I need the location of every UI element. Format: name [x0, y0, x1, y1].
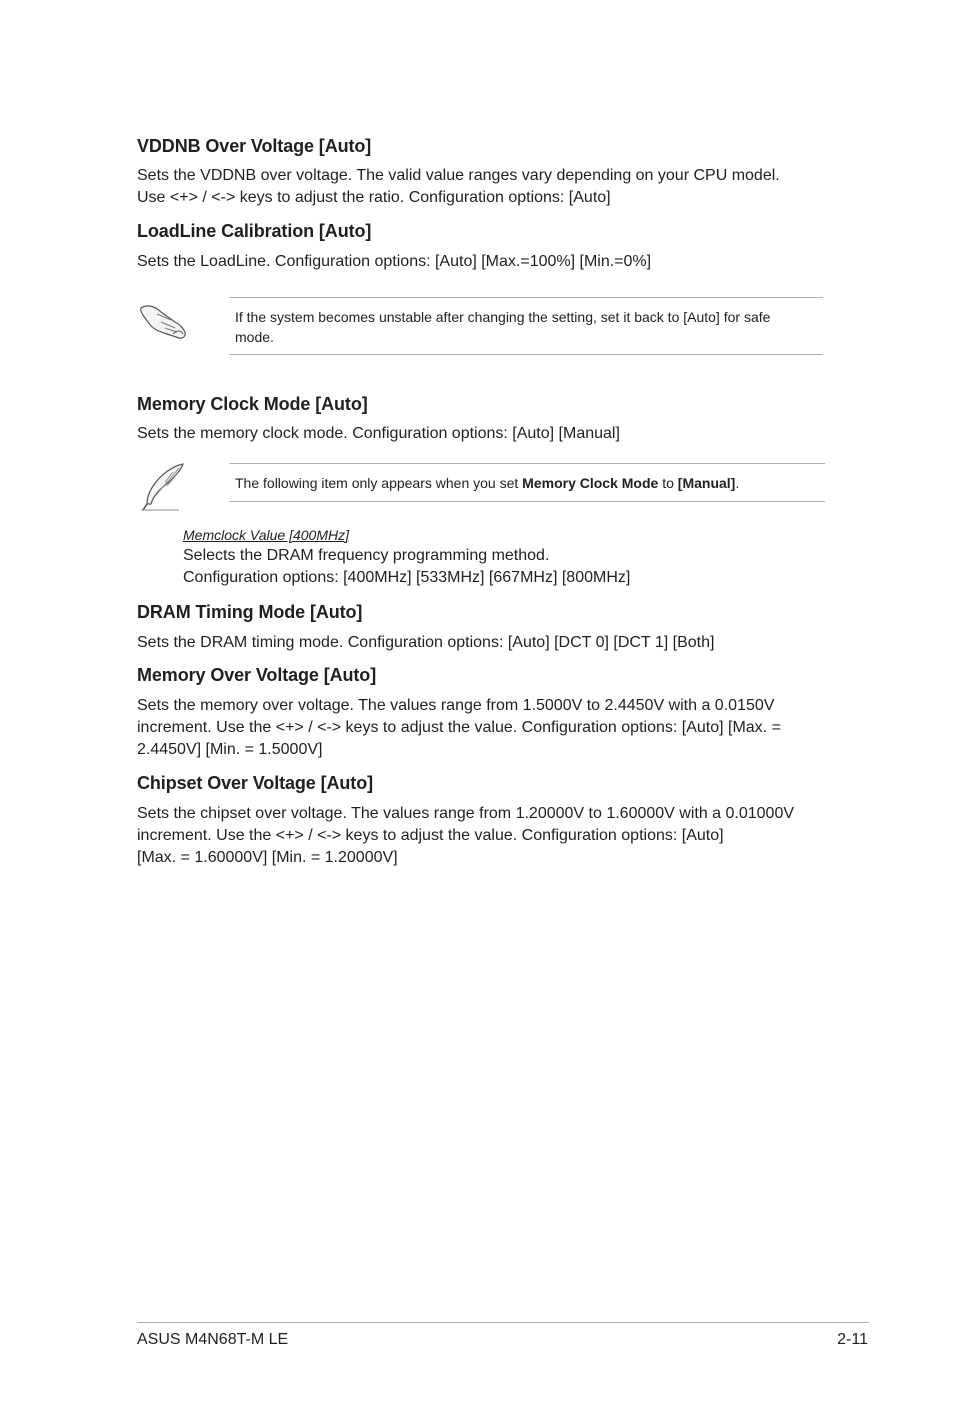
- section-title-chipset-over-voltage: Chipset Over Voltage [Auto]: [137, 773, 373, 793]
- note-mid: to: [658, 475, 678, 491]
- note-text-manual: [235, 473, 739, 493]
- note-line: If the system becomes unstable after changing the setting, set it back to [Auto] for safe: [235, 309, 771, 325]
- note-bold-memory-clock-mode: Memory Clock Mode: [522, 475, 659, 491]
- footer-page-number: 2-11: [837, 1331, 868, 1348]
- body-line: Sets the DRAM timing mode. Configuration options: [Auto] [DCT 0] [DCT 1] [Both]: [137, 634, 715, 651]
- footer-divider: [137, 1322, 869, 1323]
- note-box-manual: [229, 463, 825, 502]
- body-line: Configuration options: [400MHz] [533MHz] [667MHz] [800MHz]: [183, 569, 631, 586]
- section-body-memory-clock-mode: [137, 423, 620, 445]
- note-box-unstable: [229, 297, 823, 355]
- sub-title-memclock-value: Memclock Value [400MHz]: [183, 527, 349, 543]
- sub-item-memclock-value: [183, 526, 349, 544]
- hand-pointing-icon: [137, 300, 189, 347]
- section-title-vddnb: VDDNB Over Voltage [Auto]: [137, 136, 372, 156]
- sub-body-memclock-value: [183, 545, 630, 589]
- section-title-dram-timing-mode: DRAM Timing Mode [Auto]: [137, 602, 363, 622]
- note-suffix: .: [735, 475, 740, 491]
- section-title-loadline: LoadLine Calibration [Auto]: [137, 221, 372, 241]
- body-line: Sets the memory over voltage. The values range from 1.5000V to 2.4450V with a 0.0150V: [137, 697, 775, 714]
- section-body-memory-over-voltage: [137, 695, 781, 761]
- body-line: Selects the DRAM frequency programming method.: [183, 547, 550, 564]
- body-line: Use <+> / <-> keys to adjust the ratio. Configuration options: [Auto]: [137, 189, 611, 206]
- section-body-loadline: [137, 251, 651, 273]
- body-line: 2.4450V] [Min. = 1.5000V]: [137, 741, 323, 758]
- body-line: [Max. = 1.60000V] [Min. = 1.20000V]: [137, 849, 398, 866]
- note-bold-manual: [Manual]: [677, 475, 736, 491]
- body-line: Sets the chipset over voltage. The values range from 1.20000V to 1.60000V with a 0.01000V: [137, 805, 795, 822]
- note-prefix: The following item only appears when you set: [235, 475, 523, 491]
- section-body-chipset-over-voltage: [137, 803, 794, 869]
- body-line: Sets the VDDNB over voltage. The valid value ranges vary depending on your CPU model.: [137, 167, 780, 184]
- note-text-unstable: [235, 307, 770, 347]
- body-line: Sets the LoadLine. Configuration options: [Auto] [Max.=100%] [Min.=0%]: [137, 253, 652, 270]
- note-line: mode.: [235, 329, 274, 345]
- body-line: increment. Use the <+> / <-> keys to adjust the value. Configuration options: [Auto]: [137, 827, 724, 844]
- body-line: Sets the memory clock mode. Configuration options: [Auto] [Manual]: [137, 425, 620, 442]
- section-title-memory-over-voltage: Memory Over Voltage [Auto]: [137, 665, 377, 685]
- section-body-dram-timing-mode: [137, 632, 714, 654]
- section-title-memory-clock-mode: Memory Clock Mode [Auto]: [137, 394, 368, 414]
- section-body-vddnb: [137, 165, 780, 209]
- footer-product-name: ASUS M4N68T-M LE: [137, 1331, 289, 1348]
- quill-pen-icon: [139, 460, 189, 517]
- body-line: increment. Use the <+> / <-> keys to adjust the value. Configuration options: [Auto] [Max. =: [137, 719, 781, 736]
